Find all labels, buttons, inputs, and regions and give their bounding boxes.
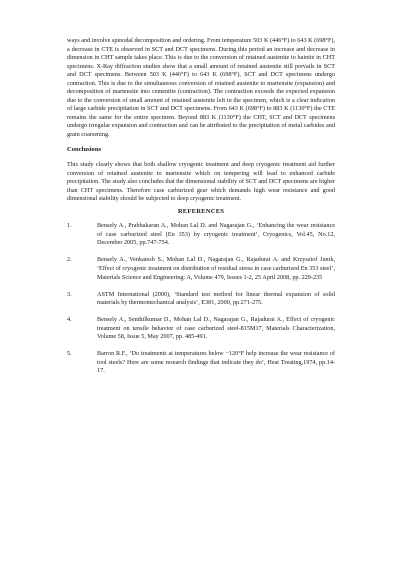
body-paragraph: ways and involve spinodal decomposition and ordering. From temperature 503 K (446°F) to 643 K (698°F), a decrease in CTE is observed in SCT and DCT specimens. During this period an increase and decrease in dimension in CHT sample takes place. This is due to the conversion of retained austenite to bainite in CHT specimens. X-Ray diffraction studies show that a small amount of retained austenite still prevails in SCT and DCT specimens. Between 503 K (446°F) to 643 K (698°F), SCT and DCT specimens undergo contraction. This is due to the simultaneous conversion of retained austenite to martensite (expansion) and decomposition of martensite into cementite (contraction). The contraction exceeds the expected expansion due to the conversion of small amount of retained austenite left in the specimen, which is a clear indication of large carbide precipitation in SCT and DCT specimens. From 643 K (698°F) to 883 K (1130°F) the CTE remains the same for the entire specimen. Beyond 883 K (1130°F) the CHT, SCT and DCT specimens undergo irregular expansion and contraction and can be attributed to the precipitation of metal carbides and grain coarsening. xyxy=(67,37,335,139)
reference-item xyxy=(67,256,335,282)
reference-number: 4. xyxy=(67,316,72,324)
reference-number: 5. xyxy=(67,350,72,358)
reference-text: Bensely A., Prabhakaran A., Mohan Lal D. and Nagarajan G., ‘Enhancing the wear resistance of case carburized steel (En 353) by cryogenic treatment’, Cryogenics, Vol.45, No.12, December 2005, pp.747-754. xyxy=(97,222,335,247)
reference-item xyxy=(67,350,335,376)
reference-item xyxy=(67,316,335,342)
reference-text: Bensely A., Venkatesh S., Mohan Lal D., Nagarajan G., Rajadurai A. and Krzysztof Junik, ‘Effect of cryogenic treatment on distribution of residual stress in case carburized En 353 steel’, Materials Science and Engineering: A, Volume 479, Issues 1-2, 25 April 2008, pp. 229-235 xyxy=(97,256,335,281)
conclusions-paragraph: This study clearly shows that both shallow cryogenic treatment and deep cryogenic treatment aid further conversion of retained austenite to martensite which on tempering will lead to enhanced carbide precipitation. The study also concludes that the dimensional stability of SCT and DCT specimens are higher than CHT specimens. Therefore case carburized gear which demands high wear resistance and good dimensional stability should be subjected to deep cryogenic treatment. xyxy=(67,161,335,203)
reference-text: Barron R.F., ‘Do treatments at temperatures below −120°F help increase the wear resistance of tool steels? Here are some research findings that indicate they do’, Heat Treating,1974, pp.14-17. xyxy=(97,350,335,375)
document-page xyxy=(67,37,335,384)
reference-number: 3. xyxy=(67,290,72,298)
reference-item xyxy=(67,291,335,308)
references-heading: REFERENCES xyxy=(177,207,225,215)
references-list xyxy=(67,222,335,376)
conclusions-heading: Conclusions xyxy=(67,145,102,153)
reference-number: 1. xyxy=(67,222,72,230)
reference-text: ASTM International (2000), ‘Standard test method for linear thermal expansion of solid materials by thermomechanical analysis’, E381, 2000, pp.271-275. xyxy=(97,290,335,307)
reference-number: 2. xyxy=(67,256,72,264)
reference-text: Bensely A., Senthilkumar D., Mohan Lal D., Nagarajan G., Rajadurai A., Effect of cryogenic treatment on tensile behavior of case carburized steel-815M17, Materials Characterization, Volume 58, Issue 5, May 2007, pp. 485-491. xyxy=(97,316,335,341)
reference-item xyxy=(67,222,335,248)
